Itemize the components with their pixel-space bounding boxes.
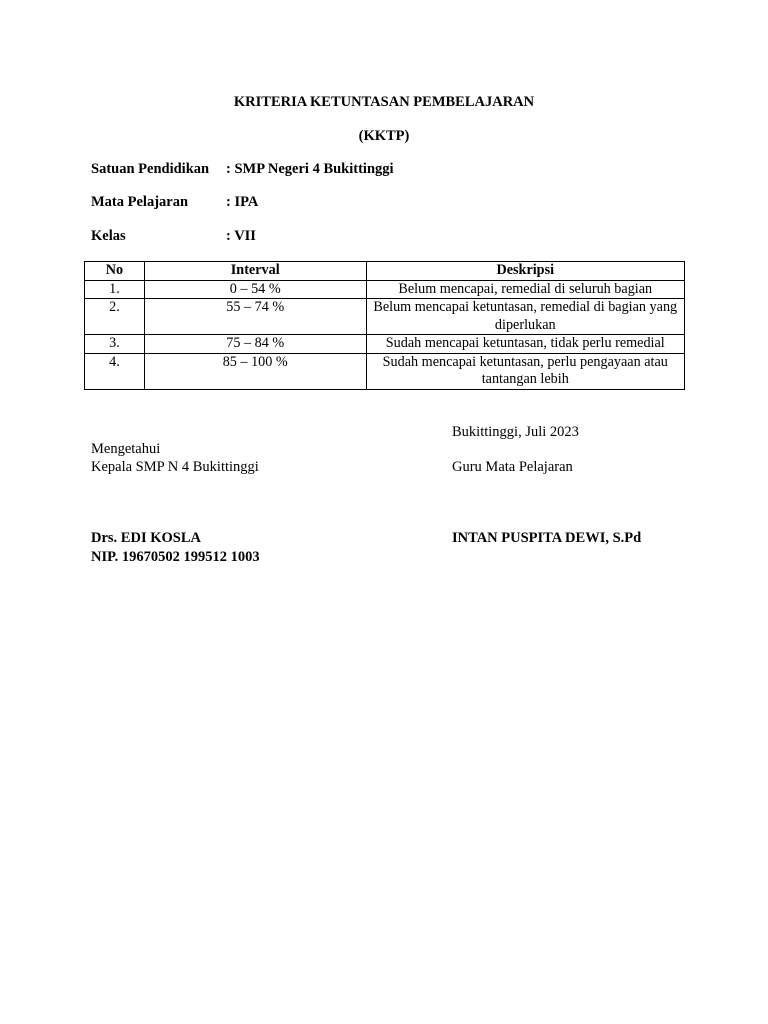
place-date: Bukittinggi, Juli 2023 xyxy=(452,424,579,440)
row-interval: 85 – 100 % xyxy=(144,353,366,389)
table-row xyxy=(85,299,685,335)
row-no: 2. xyxy=(85,299,145,335)
criteria-table xyxy=(84,261,685,390)
school-label: Satuan Pendidikan xyxy=(91,161,210,177)
row-no: 4. xyxy=(85,353,145,389)
class-value: : VII xyxy=(226,228,256,244)
row-description: Sudah mencapai ketuntasan, tidak perlu remedial xyxy=(366,335,684,354)
table-row xyxy=(85,335,685,354)
teacher-name: INTAN PUSPITA DEWI, S.Pd xyxy=(452,530,642,546)
row-interval: 0 – 54 % xyxy=(144,280,366,299)
row-description: Belum mencapai ketuntasan, remedial di bagian yang diperlukan xyxy=(366,299,684,335)
document-subtitle: (KKTP) xyxy=(358,128,410,144)
principal-name: Drs. EDI KOSLA xyxy=(91,530,201,546)
table-header-row xyxy=(85,262,685,281)
principal-nip: NIP. 19670502 199512 1003 xyxy=(91,549,260,565)
row-no: 1. xyxy=(85,280,145,299)
table-row xyxy=(85,280,685,299)
header-description: Deskripsi xyxy=(366,262,684,281)
document-title: KRITERIA KETUNTASAN PEMBELAJARAN xyxy=(233,94,535,110)
row-interval: 75 – 84 % xyxy=(144,335,366,354)
row-interval: 55 – 74 % xyxy=(144,299,366,335)
subject-value: : IPA xyxy=(226,194,259,210)
class-label: Kelas xyxy=(91,228,126,244)
header-interval: Interval xyxy=(144,262,366,281)
table-row xyxy=(85,353,685,389)
principal-role: Kepala SMP N 4 Bukittinggi xyxy=(91,459,259,475)
row-description: Belum mencapai, remedial di seluruh bagian xyxy=(366,280,684,299)
subject-label: Mata Pelajaran xyxy=(91,194,189,210)
row-no: 3. xyxy=(85,335,145,354)
school-value: : SMP Negeri 4 Bukittinggi xyxy=(226,161,394,177)
acknowledge-label: Mengetahui xyxy=(91,441,161,457)
teacher-role: Guru Mata Pelajaran xyxy=(452,459,573,475)
row-description: Sudah mencapai ketuntasan, perlu pengayaan atau tantangan lebih xyxy=(366,353,684,389)
header-no: No xyxy=(85,262,145,281)
